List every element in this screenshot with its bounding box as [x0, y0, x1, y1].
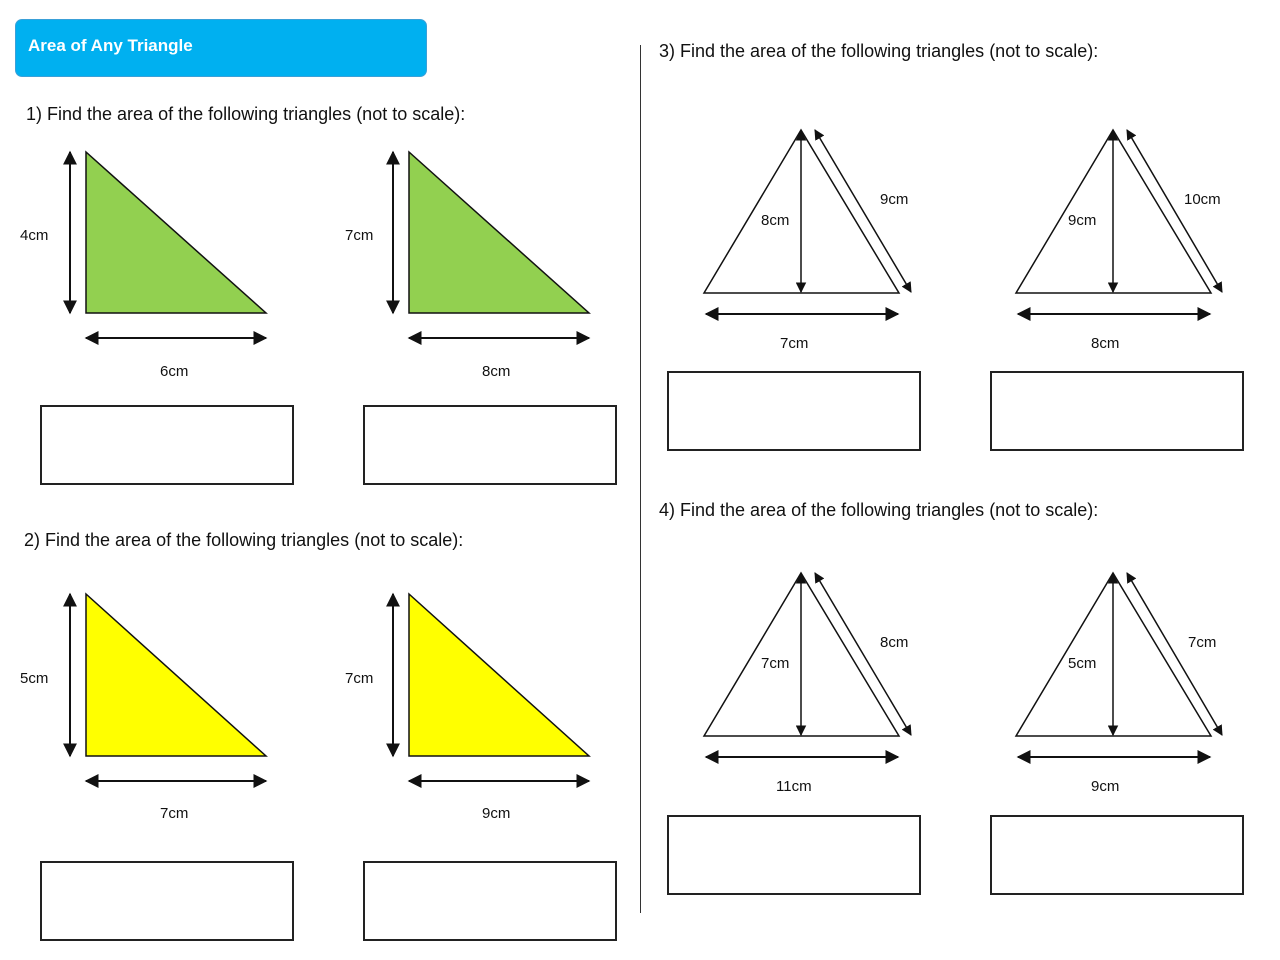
q3b-side-label: 10cm	[1184, 191, 1221, 208]
q2a-triangle	[86, 594, 266, 756]
question-4-text: 4) Find the area of the following triangles (not to scale):	[659, 500, 1099, 520]
q1b-height-label: 7cm	[345, 227, 374, 244]
q1a-answer-box[interactable]	[40, 405, 294, 485]
q2b-triangle	[409, 594, 589, 756]
q2b-base-label: 9cm	[482, 805, 511, 822]
question-1-text: 1) Find the area of the following triangles (not to scale):	[26, 104, 466, 124]
q2a-answer-box[interactable]	[40, 861, 294, 941]
q1a-base-label: 6cm	[160, 363, 189, 380]
q2a-base-label: 7cm	[160, 805, 189, 822]
q1b-diagram	[345, 152, 589, 380]
q4a-height-label: 7cm	[761, 655, 790, 672]
q4b-height-label: 5cm	[1068, 655, 1097, 672]
q4b-side-label: 7cm	[1188, 634, 1217, 651]
question-3-text: 3) Find the area of the following triangles (not to scale):	[659, 41, 1099, 61]
question-2-text: 2) Find the area of the following triangles (not to scale):	[24, 530, 464, 550]
q1a-diagram	[20, 152, 266, 380]
q3b-height-label: 9cm	[1068, 212, 1097, 229]
q3b-diagram	[1016, 130, 1222, 352]
q1b-answer-box[interactable]	[363, 405, 617, 485]
q1a-height-label: 4cm	[20, 227, 49, 244]
q4b-diagram	[1016, 573, 1222, 795]
q4a-side-label: 8cm	[880, 634, 909, 651]
q1b-triangle	[409, 152, 589, 313]
q2b-answer-box[interactable]	[363, 861, 617, 941]
q2b-height-label: 7cm	[345, 670, 374, 687]
q3a-diagram	[704, 130, 911, 352]
q4a-base-label: 11cm	[776, 778, 812, 795]
q2a-diagram	[20, 594, 266, 822]
page-title: Area of Any Triangle	[28, 36, 193, 55]
q4b-base-label: 9cm	[1091, 778, 1120, 795]
q3a-side-label: 9cm	[880, 191, 909, 208]
q3a-answer-box[interactable]	[667, 371, 921, 451]
q3b-base-label: 8cm	[1091, 335, 1120, 352]
q4a-answer-box[interactable]	[667, 815, 921, 895]
q2a-height-label: 5cm	[20, 670, 49, 687]
q3a-height-label: 8cm	[761, 212, 790, 229]
q3b-answer-box[interactable]	[990, 371, 1244, 451]
q1a-triangle	[86, 152, 266, 313]
q3a-base-label: 7cm	[780, 335, 809, 352]
q4b-answer-box[interactable]	[990, 815, 1244, 895]
q2b-diagram	[345, 594, 589, 822]
q4a-diagram	[704, 573, 911, 795]
q1b-base-label: 8cm	[482, 363, 511, 380]
